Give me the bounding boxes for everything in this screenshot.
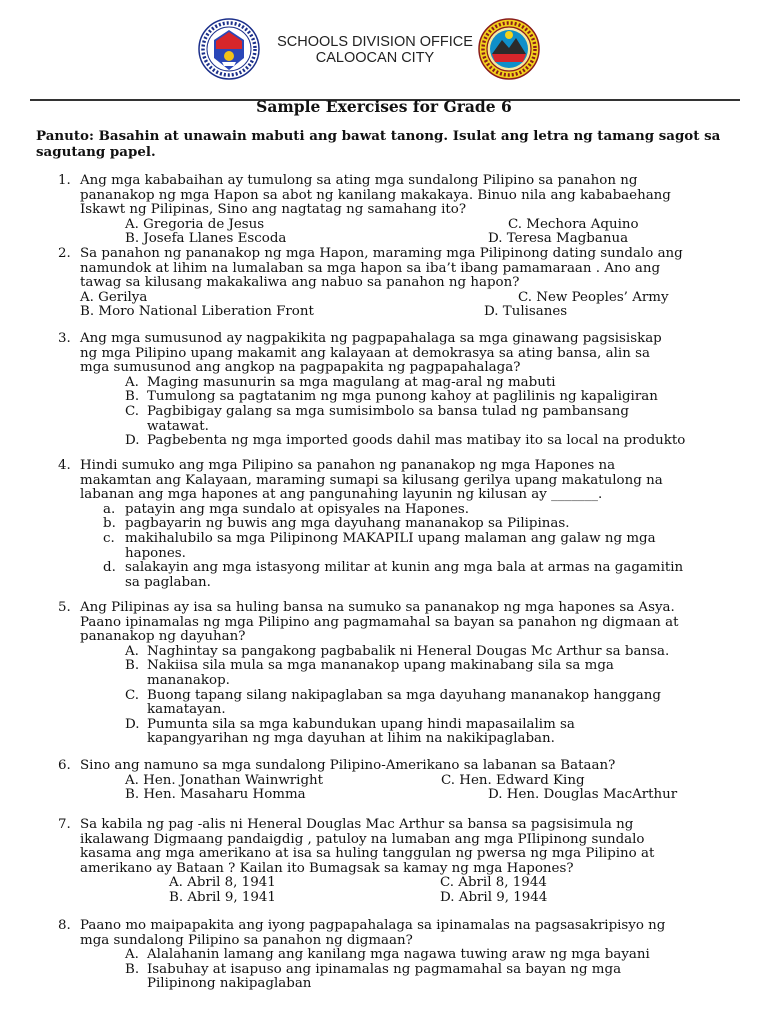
option-letter: A. [125,643,139,659]
option-text: Maging masunurin sa mga magulang at mag-aral ng mabuti [147,374,556,390]
question-number: 6. [58,758,71,773]
stem-line: Hindi sumuko ang mga Pilipino sa panahon ng pananakop ng mga Hapones na [80,458,616,473]
stem-line: Paano ipinamalas ng mga Pilipino ang pagmamahal sa bayan sa panahon ng digmaan at [80,614,679,630]
option-d: D. Teresa Magbanua [488,231,629,247]
options-row [80,788,748,803]
stem-line: Ang mga kababaihan ay tumulong sa ating mga sundalong Pilipino sa panahon ng [80,173,638,188]
question-stem [80,459,748,503]
page-title: Sample Exercises for Grade 6 [256,97,512,116]
question-number: 8. [58,918,71,933]
option-c [125,405,748,434]
option-letter: B. [125,961,140,977]
stem-line: tawag sa kilusang makakaliwa ang nabuo sa panahon ng hapon? [80,275,520,291]
stem-line: Paano mo maipapakita ang iyong pagpapahalaga sa ipinamalas na pagsasakripisyo ng [80,918,666,933]
option-c: C. New Peoples’ Army [518,289,669,305]
options-row [80,291,748,306]
stem-line: Sa panahon ng pananakop ng mga Hapon, maraming mga Pilipinong dating sundalo ang [80,246,683,261]
option-d [125,718,748,747]
question-4 [58,459,748,590]
question-1 [58,174,748,247]
question-stem [80,818,748,876]
option-text: Pilipinong nakipaglaban [147,976,312,992]
stem-line: amerikano ay Bataan ? Kailan ito Bumagsak sa kamay ng mga Hapones? [80,860,574,876]
option-d: D. Tulisanes [484,304,568,320]
options-row [80,232,748,247]
stem-line: Iskawt ng Pilipinas, Sino ang nagtatag ng samahang ito? [80,202,467,218]
question-6 [58,759,748,803]
option-text: patayin ang mga sundalo at opisyales na Hapones. [125,501,469,517]
option-b [125,963,748,992]
question-number: 7. [58,817,71,832]
question-7 [58,818,748,906]
option-letter: B. [125,658,140,674]
stem-line: mga sundalong Pilipino sa panahon ng digmaan? [80,932,413,948]
option-letter: C. [125,687,140,703]
option-d [125,434,748,449]
option-c: C. Hen. Edward King [441,772,585,788]
options-list [125,645,748,747]
option-letter: A. [125,947,139,963]
question-number: 4. [58,458,71,473]
option-text: Pagbibigay galang sa mga sumisimbolo sa bansa tulad ng pambansang [147,403,629,419]
option-a [103,503,748,518]
page-header [0,18,768,84]
option-letter: b. [103,516,116,532]
option-letter: A. [125,374,139,390]
stem-line: labanan ang mga hapones at ang pangunahing layunin ng kilusan ay _______. [80,487,603,503]
option-a: A. Hen. Jonathan Wainwright [125,772,324,788]
stem-line: pananakop ng mga Hapon sa abot ng kanilang makakaya. Binuo nila ang kababaehang [80,187,671,203]
option-b: B. Hen. Masaharu Homma [125,787,306,803]
option-letter: B. [125,389,140,405]
question-stem [80,174,748,218]
option-text: Nakiisa sila mula sa mga mananakop upang makinabang sila sa mga [147,658,614,674]
question-number: 3. [58,331,71,346]
option-letter: d. [103,560,116,576]
option-b [125,390,748,405]
stem-line: ng mga Pilipino upang makamit ang kalayaan at demokrasya sa ating bansa, alin sa [80,345,650,361]
question-3 [58,332,748,449]
option-c: C. Mechora Aquino [508,216,639,232]
stem-line: namundok at lihim na lumalaban sa mga hapon sa iba’t ibang pamamaraan . Ano ang [80,260,661,276]
options-row [80,876,748,891]
question-5 [58,601,748,747]
option-d: D. Hen. Douglas MacArthur [488,787,678,803]
option-text: kamatayan. [147,702,226,718]
options-row [80,218,748,233]
option-text: hapones. [125,545,186,561]
option-letter: a. [103,501,116,517]
options-row [80,305,748,320]
options-row [80,774,748,789]
question-stem [80,332,748,376]
question-number: 5. [58,600,71,615]
stem-line: ikalawang Digmaang pandaigdig , patuloy na lumaban ang mga PIlipinong sundalo [80,831,645,847]
option-letter: D. [125,433,140,449]
option-text: Tumulong sa pagtatanim ng mga punong kahoy at paglilinis ng kapaligiran [147,389,658,405]
question-8 [58,919,748,992]
question-stem [80,247,748,291]
option-a [125,376,748,391]
option-c: C. Abril 8, 1944 [440,875,547,891]
option-text: Pumunta sila sa mga kabundukan upang hindi mapasailalim sa [147,716,575,732]
sdo-caloocan-seal-logo [478,18,540,80]
option-text: salakayin ang mga istasyong militar at kunin ang mga bala at armas na gagamitin [125,560,684,576]
option-text: Pagbebenta ng mga imported goods dahil mas matibay ito sa local na produkto [147,433,686,449]
stem-line: makamtan ang Kalayaan, maraming sumapi sa kilusang gerilya upang makatulong na [80,472,663,488]
option-text: watawat. [147,418,209,434]
option-a: A. Gregoria de Jesus [125,216,265,232]
stem-line: mga sumusunod ang angkop na pagpapakita ng pagpapahalaga? [80,360,521,376]
options-list [125,948,748,992]
option-c [103,532,748,561]
stem-line: Sino ang namuno sa mga sundalong Pilipino-Amerikano sa labanan sa Bataan? [80,758,616,773]
option-a [125,948,748,963]
option-b: B. Josefa Llanes Escoda [125,231,287,247]
option-letter: c. [103,530,115,546]
office-line-1: SCHOOLS DIVISION OFFICE [277,34,473,50]
option-text: makihalubilo sa mga Pilipinong MAKAPILI upang malaman ang galaw ng mga [125,530,656,546]
option-a: A. Gerilya [80,289,148,305]
option-text: pagbayarin ng buwis ang mga dayuhang mananakop sa Pilipinas. [125,516,570,532]
option-letter: C. [125,403,140,419]
stem-line: Sa kabila ng pag -alis ni Heneral Douglas Mac Arthur sa bansa sa pagsisimula ng [80,817,634,832]
question-number: 2. [58,246,71,261]
office-name [262,34,488,66]
deped-seal-logo [198,18,260,80]
option-a: A. Abril 8, 1941 [169,875,276,891]
question-stem [80,601,748,645]
option-text: Isabuhay at isapuso ang ipinamalas ng pagmamahal sa bayan ng mga [147,961,622,977]
option-letter: D. [125,716,140,732]
stem-line: Ang mga sumusunod ay nagpakikita ng pagpapahalaga sa mga ginawang pagsisiskap [80,331,662,346]
option-d: D. Abril 9, 1944 [440,889,548,905]
question-2 [58,247,748,320]
office-line-2: CALOOCAN CITY [315,50,435,66]
options-row [80,891,748,906]
question-stem [80,759,748,774]
question-stem [80,919,748,948]
option-text: Buong tapang silang nakipaglaban sa mga dayuhang mananakop hanggang [147,687,661,703]
option-text: Naghintay sa pangakong pagbabalik ni Heneral Dougas Mc Arthur sa bansa. [147,643,670,659]
stem-line: Ang Pilipinas ay isa sa huling bansa na sumuko sa pananakop ng mga hapones sa Asya. [80,600,675,615]
option-a [125,645,748,660]
options-list [103,503,748,591]
instructions: Panuto: Basahin at unawain mabuti ang bawat tanong. Isulat ang letra ng tamang sagot sa sagutang papel. [36,128,721,160]
option-c [125,689,748,718]
option-b: B. Moro National Liberation Front [80,304,314,320]
option-text: kapangyarihan ng mga dayuhan at lihim na nakikipaglaban. [147,731,555,747]
stem-line: pananakop ng dayuhan? [80,629,246,645]
option-b [103,517,748,532]
question-number: 1. [58,173,71,188]
option-text: mananakop. [147,672,230,688]
options-list [125,376,748,449]
option-text: Alalahanin lamang ang kanilang mga nagawa tuwing araw ng mga bayani [147,947,650,963]
option-d [103,561,748,590]
option-b [125,659,748,688]
stem-line: kasama ang mga amerikano at isa sa huling tanggulan ng pwersa ng mga Pilipino at [80,846,655,862]
option-text: sa paglaban. [125,574,211,590]
option-b: B. Abril 9, 1941 [169,889,276,905]
